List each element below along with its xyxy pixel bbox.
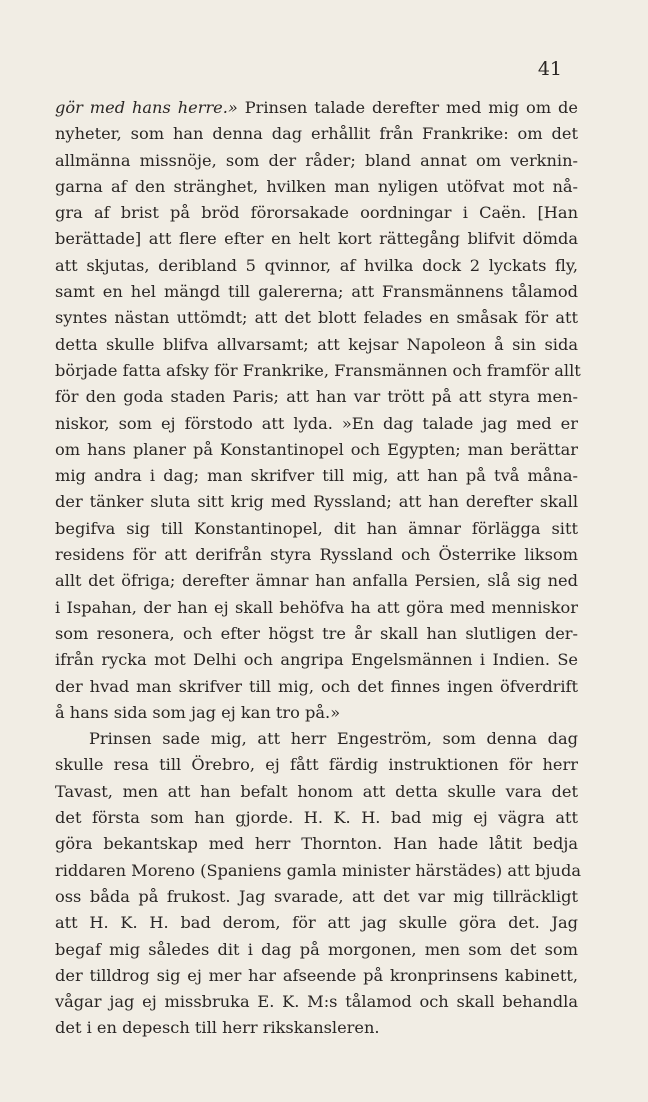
- text-line: att skjutas, deribland 5 qvinnor, af hvilka dock 2 lyckats fly,: [55, 255, 578, 275]
- text-line: vågar jag ej missbruka E. K. M:s tålamod och skall behandla: [55, 992, 578, 1012]
- text-line: började fatta afsky för Frankrike, Fransmännen och framför allt: [55, 360, 581, 380]
- text-line: ifrån rycka mot Delhi och angripa Engelsmännen i Indien. Se: [55, 650, 578, 670]
- text-line: nyheter, som han denna dag erhållit från Frankrike: om det: [55, 124, 578, 144]
- text-line: der tilldrog sig ej mer har afseende på kronprinsens kabinett,: [55, 965, 578, 985]
- text-line: i Ispahan, der han ej skall behöfva ha att göra med menniskor: [55, 597, 578, 617]
- text-line: mig andra i dag; man skrifver till mig, att han på två måna-: [55, 466, 578, 486]
- text-line: garna af den stränghet, hvilken man nyligen utöfvat mot nå-: [55, 176, 578, 196]
- text-line: niskor, som ej förstodo att lyda. »En dag talade jag med er: [55, 413, 578, 433]
- text-line: oss båda på frukost. Jag svarade, att det var mig tillräckligt: [55, 886, 578, 906]
- text-line: berättade] att flere efter en helt kort rättegång blifvit dömda: [55, 229, 578, 249]
- text-line: det i en depesch till herr rikskansleren.: [55, 1018, 380, 1038]
- page-number: 41: [537, 58, 562, 80]
- text-line: som resonera, och efter högst tre år skall han slutligen der-: [55, 623, 578, 643]
- text-line: om hans planer på Konstantinopel och Egypten; man berättar: [55, 439, 578, 459]
- italic-quote-end: gör med hans herre.»: [55, 98, 238, 117]
- text-line: begaf mig således dit i dag på morgonen, men som det som: [55, 939, 578, 959]
- text-line: der hvad man skrifver till mig, och det finnes ingen öfverdrift: [55, 676, 578, 696]
- text-line: Tavast, men att han befalt honom att detta skulle vara det: [55, 781, 578, 801]
- text-line: der tänker sluta sitt krig med Ryssland; att han derefter skall: [55, 492, 578, 512]
- text-line: skulle resa till Örebro, ej fått färdig instruktionen för herr: [55, 755, 578, 775]
- text-line: begifva sig till Konstantinopel, dit han ämnar förlägga sitt: [55, 518, 578, 538]
- text-line: allmänna missnöje, som der råder; bland annat om verknin-: [55, 150, 578, 170]
- text-line: göra bekantskap med herr Thornton. Han hade låtit bedja: [55, 834, 578, 854]
- text-line: detta skulle blifva allvarsamt; att kejsar Napoleon å sin sida: [55, 334, 578, 354]
- body-text: [55, 95, 581, 1042]
- text-line: Prinsen sade mig, att herr Engeström, som denna dag: [89, 729, 578, 749]
- text-line: att H. K. H. bad derom, för att jag skulle göra det. Jag: [55, 913, 578, 933]
- text-line: syntes nästan uttömdt; att det blott felades en småsak för att: [55, 308, 578, 328]
- text-line: gra af brist på bröd förorsakade oordningar i Caën. [Han: [55, 203, 578, 223]
- text-line: riddaren Moreno (Spaniens gamla minister härstädes) att bjuda: [55, 860, 581, 880]
- text-line: å hans sida som jag ej kan tro på.»: [55, 702, 341, 722]
- text-line: samt en hel mängd till galererna; att Fransmännens tålamod: [55, 282, 578, 302]
- text-line: [55, 95, 578, 121]
- text-line: residens för att derifrån styra Ryssland och Österrike liksom: [55, 545, 578, 565]
- text-line: för den goda staden Paris; att han var trött på att styra men-: [55, 387, 578, 407]
- text-line: det första som han gjorde. H. K. H. bad mig ej vägra att: [55, 808, 578, 828]
- text-line: allt det öfriga; derefter ämnar han anfalla Persien, slå sig ned: [55, 571, 578, 591]
- text-line-rest: Prinsen talade derefter med mig om de: [237, 98, 578, 117]
